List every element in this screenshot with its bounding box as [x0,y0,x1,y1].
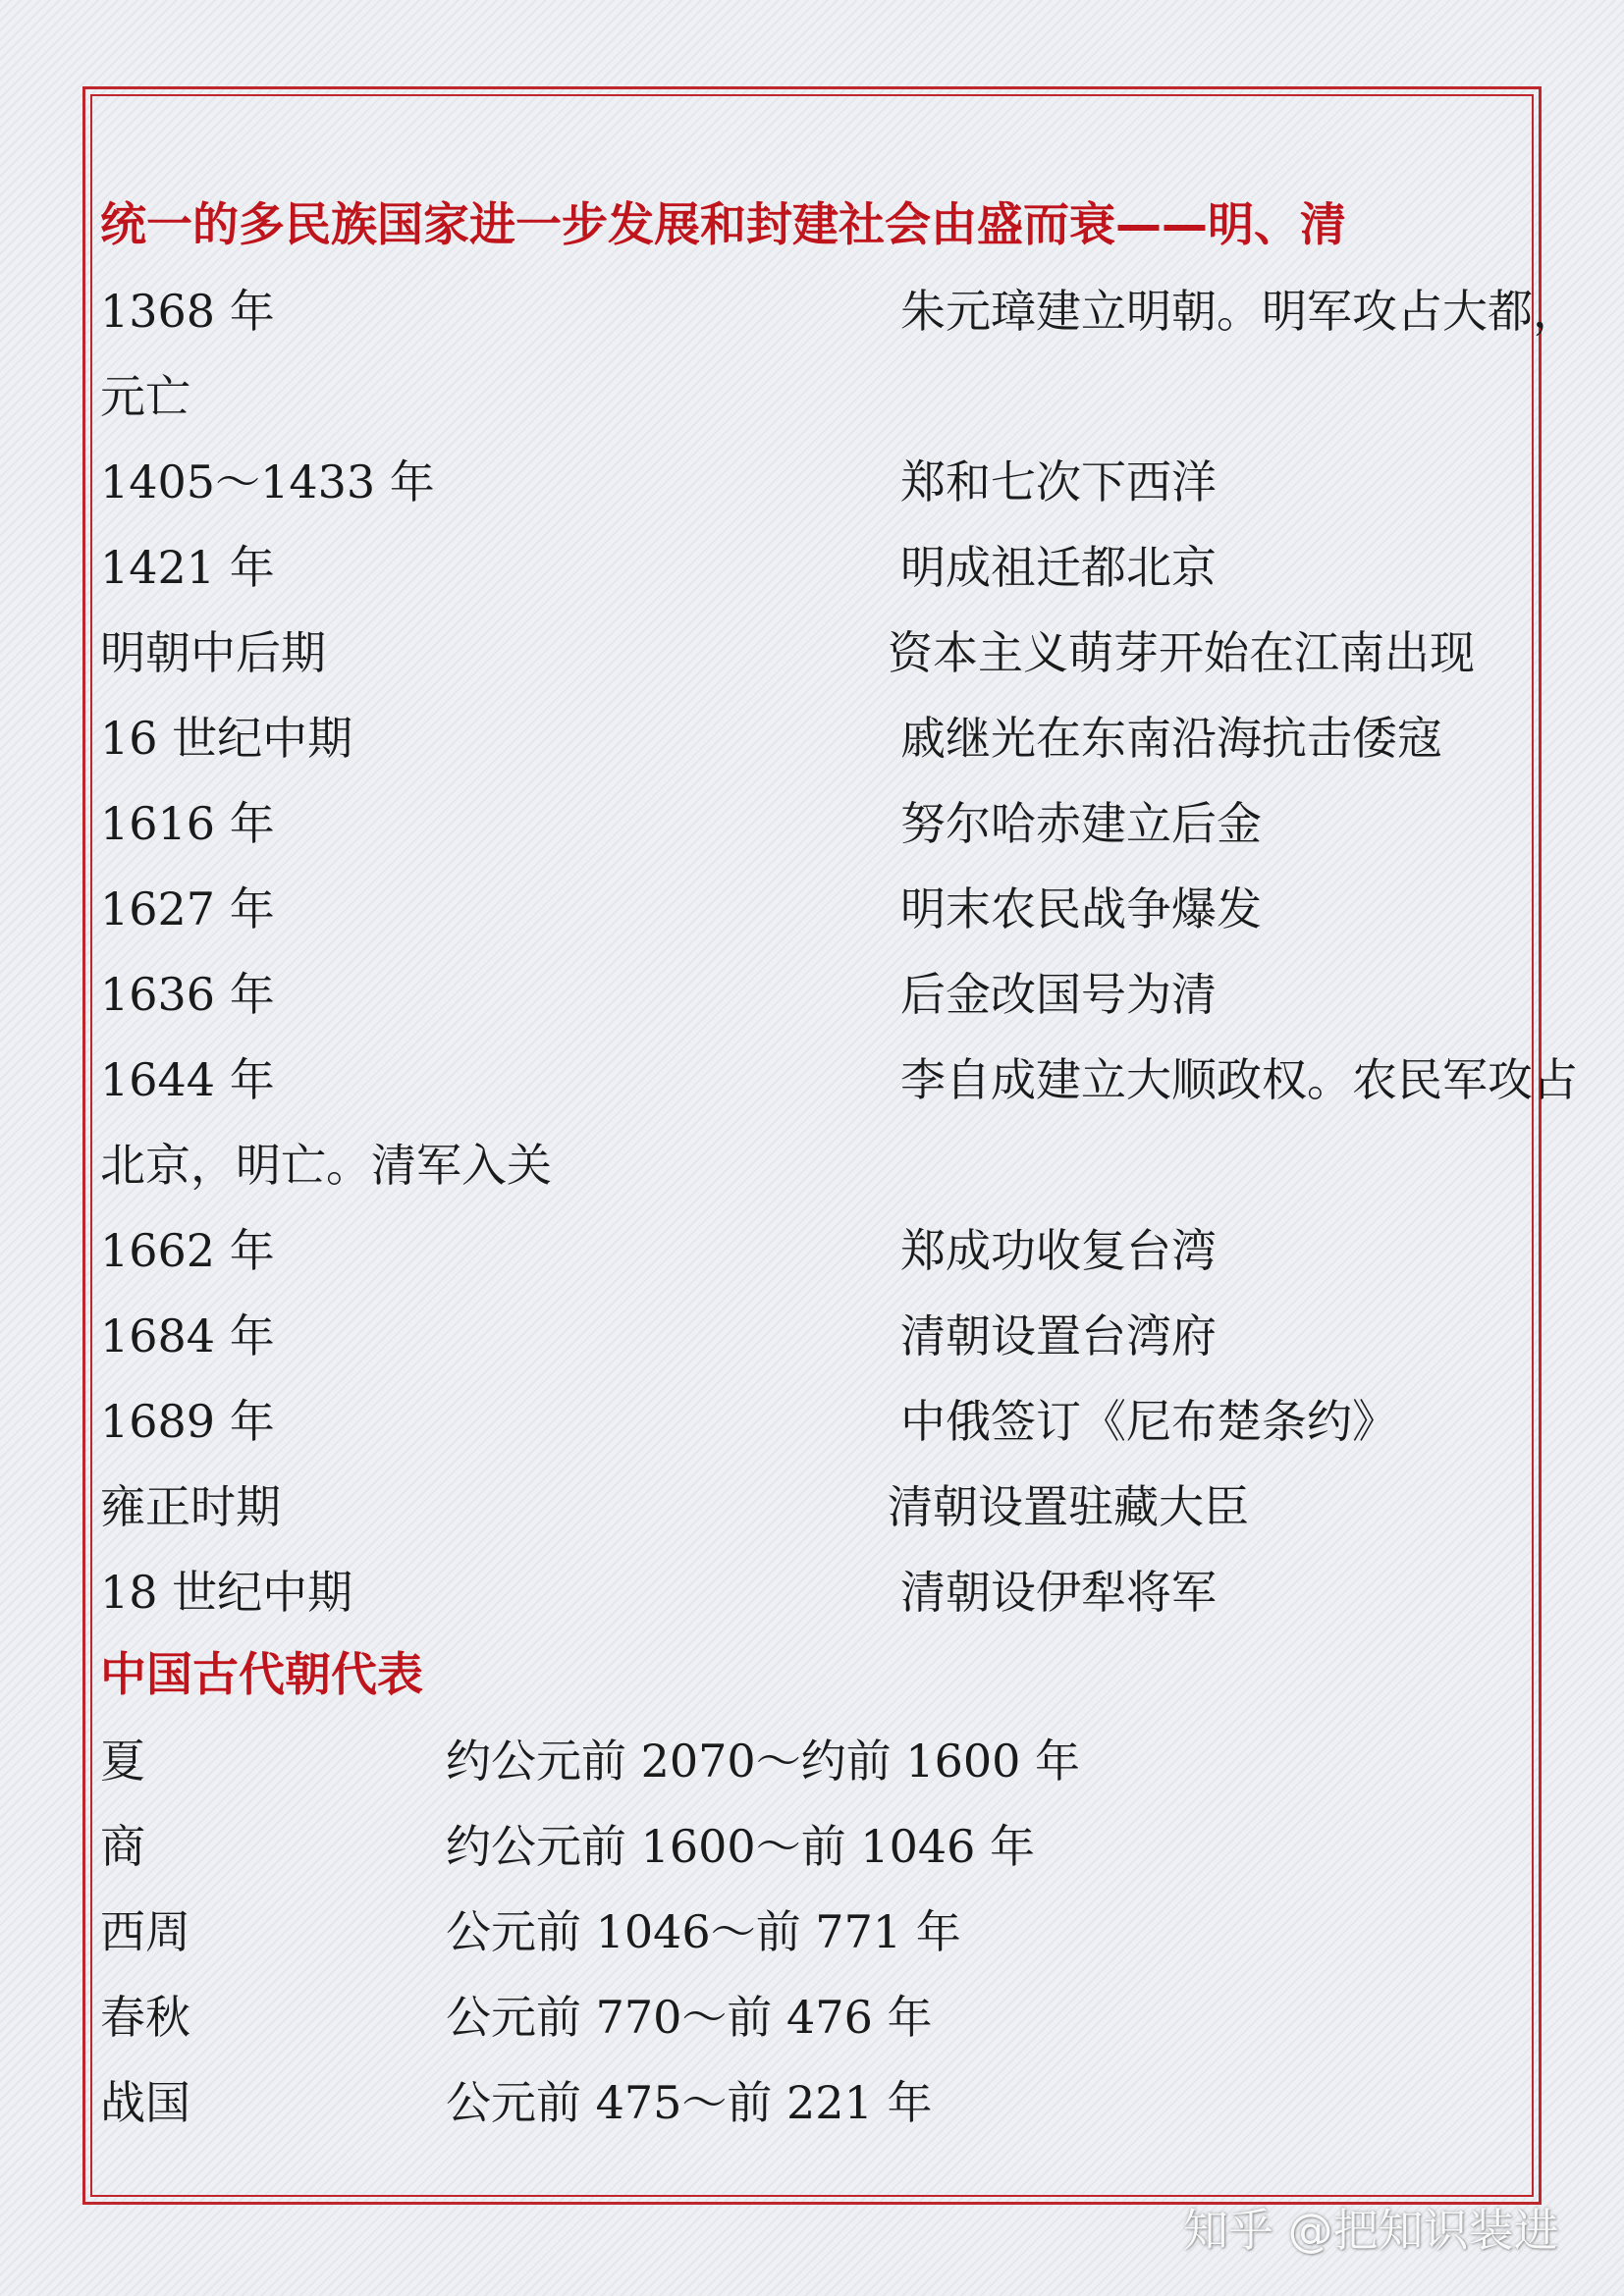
event-text: 中俄签订《尼布楚条约》 [900,1395,1397,1448]
dynasty-name: 商 [100,1820,145,1873]
dynasty-period: 约公元前 2070～约前 1600 年 [446,1735,1080,1788]
zhihu-watermark: 知乎 @把知识装进 [1183,2204,1559,2257]
dynasty-name: 夏 [100,1735,145,1788]
event-text: 明成祖迁都北京 [900,541,1217,594]
event-date: 1421 年 [100,541,275,594]
event-text: 李自成建立大顺政权。农民军攻占 [900,1053,1578,1106]
event-text: 戚继光在东南沿海抗击倭寇 [900,712,1442,765]
event-row [100,870,1262,948]
event-date: 1368 年 [100,285,275,338]
event-text: 清朝设伊犁将军 [900,1566,1217,1619]
event-text: 郑成功收复台湾 [900,1224,1217,1277]
event-date: 1662 年 [100,1224,275,1277]
event-row [100,1297,1217,1375]
event-date: 1644 年 [100,1053,275,1106]
event-row [100,784,1262,863]
event-row [100,1553,1217,1631]
dynasty-name: 春秋 [100,1991,190,2044]
event-date: 16 世纪中期 [100,712,353,765]
dynasty-row [100,1893,961,1971]
event-row [100,1041,1578,1119]
event-date: 1684 年 [100,1309,275,1362]
event-row [100,443,1217,521]
dynasty-period: 公元前 475～前 221 年 [446,2076,933,2129]
heading-dynasties: 中国古代朝代表 [100,1648,423,1702]
event-text: 清朝设置台湾府 [900,1309,1217,1362]
dynasty-period: 约公元前 1600～前 1046 年 [446,1820,1035,1873]
dynasty-row [100,1978,933,2056]
event-date: 1636 年 [100,968,275,1021]
event-text: 资本主义萌芽开始在江南出现 [888,626,1475,679]
event-date: 18 世纪中期 [100,1566,353,1619]
event-date: 1627 年 [100,882,275,935]
event-continuation: 元亡 [100,370,190,423]
event-text: 努尔哈赤建立后金 [900,797,1262,850]
dynasty-period: 公元前 770～前 476 年 [446,1991,933,2044]
event-row [100,1382,1397,1461]
event-date: 明朝中后期 [100,626,326,679]
dynasty-name: 西周 [100,1905,190,1958]
dynasty-row [100,1807,1035,1886]
event-row [100,1211,1217,1290]
event-text: 明末农民战争爆发 [900,882,1262,935]
event-continuation: 北京，明亡。清军入关 [100,1139,552,1192]
event-date: 雍正时期 [100,1480,281,1533]
event-row [100,528,1217,607]
event-row [100,955,1217,1034]
heading-ming-qing: 统一的多民族国家进一步发展和封建社会由盛而衰——明、清 [100,198,1346,252]
dynasty-name: 战国 [100,2076,190,2129]
event-row [100,272,1578,350]
dynasty-row [100,2063,933,2142]
event-date: 1616 年 [100,797,275,850]
dynasty-row [100,1722,1080,1800]
event-row [100,699,1442,777]
event-date: 1405～1433 年 [100,455,435,508]
dynasty-period: 公元前 1046～前 771 年 [446,1905,961,1958]
event-text: 朱元璋建立明朝。明军攻占大都， [900,285,1578,338]
event-text: 郑和七次下西洋 [900,455,1217,508]
event-text: 后金改国号为清 [900,968,1217,1021]
event-text: 清朝设置驻藏大臣 [888,1480,1249,1533]
event-row [100,614,1475,692]
event-row [100,1468,1249,1546]
event-date: 1689 年 [100,1395,275,1448]
